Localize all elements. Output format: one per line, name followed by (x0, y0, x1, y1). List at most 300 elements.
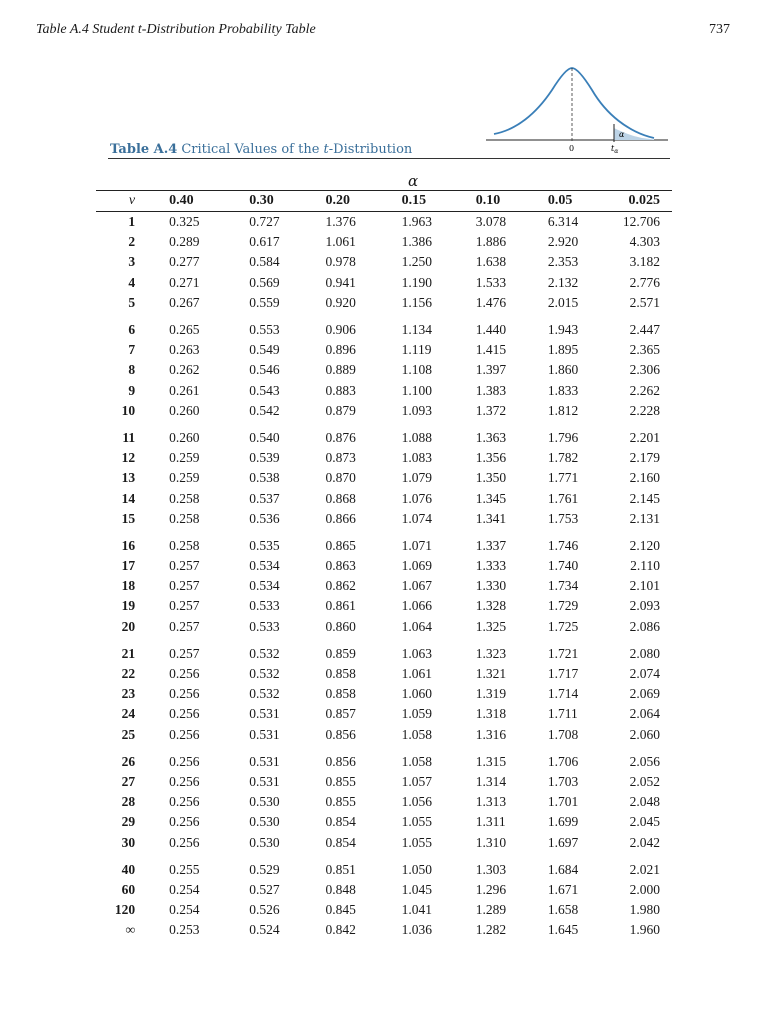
df-cell: 28 (121, 794, 136, 810)
critical-value-cell: 0.542 (249, 402, 280, 418)
df-cell: 30 (121, 834, 136, 850)
critical-value-cell: 2.228 (629, 402, 660, 418)
critical-value-cell: 1.328 (475, 598, 507, 614)
critical-value-cell: 1.895 (547, 342, 579, 358)
critical-value-cell: 0.256 (169, 686, 200, 702)
critical-value-cell: 0.553 (249, 322, 280, 338)
critical-value-cell: 0.271 (169, 274, 200, 290)
critical-value-cell: 1.717 (547, 666, 579, 682)
critical-value-cell: 0.540 (249, 429, 280, 445)
critical-value-cell: 0.868 (325, 490, 356, 506)
df-cell: 26 (121, 753, 136, 769)
critical-value-cell: 0.862 (325, 578, 356, 594)
table-row (96, 273, 672, 293)
table-row (96, 772, 672, 792)
table-row (96, 340, 672, 360)
critical-value-cell: 0.267 (169, 294, 200, 310)
critical-value-cell: 1.282 (475, 922, 507, 938)
critical-value-cell: 0.531 (249, 706, 280, 722)
df-cell: 20 (121, 618, 136, 634)
caption-rule (108, 158, 670, 159)
alpha-header: 0.40 (169, 193, 194, 208)
critical-value-cell: 6.314 (547, 214, 579, 230)
density-curve (494, 68, 654, 138)
critical-value-cell: 1.074 (401, 510, 432, 526)
critical-value-cell: 2.353 (547, 254, 579, 270)
critical-value-cell: 2.015 (547, 294, 579, 310)
critical-value-cell: 0.253 (169, 922, 200, 938)
table-row (96, 401, 672, 421)
critical-value-cell: 2.021 (629, 861, 660, 877)
alpha-header-symbol: α (408, 172, 419, 190)
critical-value-cell: 1.533 (475, 274, 507, 290)
df-cell: 14 (121, 490, 136, 506)
critical-value-cell: 1.706 (547, 753, 579, 769)
critical-value-cell: 1.083 (401, 450, 432, 466)
critical-value-cell: 0.855 (325, 773, 356, 789)
critical-value-cell: 0.842 (325, 922, 356, 938)
critical-value-cell: 1.645 (547, 922, 579, 938)
critical-value-cell: 0.256 (169, 726, 200, 742)
critical-value-cell: 0.879 (325, 402, 356, 418)
critical-value-cell: 0.920 (325, 294, 356, 310)
critical-value-cell: 1.740 (547, 558, 579, 574)
critical-value-cell: 1.761 (547, 490, 579, 506)
critical-value-cell: 1.071 (401, 537, 432, 553)
critical-value-cell: 1.330 (475, 578, 507, 594)
critical-value-cell: 1.476 (475, 294, 507, 310)
df-cell: 3 (128, 254, 136, 270)
critical-value-cell: 0.256 (169, 814, 200, 830)
critical-value-cell: 1.753 (547, 510, 579, 526)
critical-value-cell: 1.812 (547, 402, 579, 418)
critical-value-cell: 2.920 (547, 234, 579, 250)
critical-value-cell: 0.569 (249, 274, 280, 290)
critical-value-cell: 1.658 (547, 902, 579, 918)
critical-value-cell: 0.861 (325, 598, 356, 614)
critical-value-cell: 1.383 (475, 382, 507, 398)
caption-tvar: t (323, 142, 329, 157)
critical-value-cell: 0.530 (249, 794, 280, 810)
table-row (96, 745, 672, 772)
critical-value-cell: 1.314 (475, 773, 507, 789)
critical-value-cell: 1.069 (401, 558, 432, 574)
critical-value-cell: 0.873 (325, 450, 356, 466)
critical-value-cell: 0.531 (249, 753, 280, 769)
critical-value-cell: 0.531 (249, 773, 280, 789)
critical-value-cell: 0.532 (249, 645, 280, 661)
table-body (96, 212, 672, 941)
critical-value-cell: 0.845 (325, 902, 356, 918)
critical-value-cell: 1.313 (475, 794, 507, 810)
df-cell: 25 (121, 726, 136, 742)
critical-value-cell: 1.134 (401, 322, 432, 338)
critical-value-cell: 1.337 (475, 537, 507, 553)
critical-value-cell: 1.063 (401, 645, 432, 661)
table-caption (110, 142, 412, 157)
critical-value-cell: 0.549 (249, 342, 280, 358)
critical-value-cell: 0.263 (169, 342, 200, 358)
critical-value-cell: 1.734 (547, 578, 579, 594)
critical-value-cell: 0.256 (169, 773, 200, 789)
critical-value-cell: 0.260 (169, 402, 200, 418)
zero-label: 0 (569, 144, 575, 153)
df-cell: 18 (121, 578, 136, 594)
critical-value-cell: 0.533 (249, 598, 280, 614)
df-cell: 15 (121, 510, 136, 526)
critical-value-cell: 2.056 (629, 753, 660, 769)
critical-value-cell: 1.708 (547, 726, 579, 742)
critical-value-cell: 0.617 (249, 234, 280, 250)
critical-value-cell: 0.889 (325, 362, 356, 378)
df-cell: 10 (121, 402, 136, 418)
critical-value-cell: 0.584 (249, 254, 280, 270)
critical-value-cell: 0.559 (249, 294, 280, 310)
df-cell: 6 (128, 322, 136, 338)
page-number: 737 (709, 22, 730, 37)
critical-value-cell: 1.325 (475, 618, 507, 634)
critical-value-cell: 0.289 (169, 234, 200, 250)
critical-value-cell: 1.296 (475, 881, 507, 897)
critical-value-cell: 0.533 (249, 618, 280, 634)
df-cell: 16 (121, 537, 136, 553)
critical-value-cell: 0.876 (325, 429, 356, 445)
critical-value-cell: 0.856 (325, 726, 356, 742)
critical-value-cell: 1.067 (401, 578, 432, 594)
critical-value-cell: 0.260 (169, 429, 200, 445)
critical-value-cell: 2.571 (629, 294, 660, 310)
alpha-header: 0.30 (249, 193, 274, 208)
critical-value-cell: 0.262 (169, 362, 200, 378)
critical-value-cell: 1.372 (475, 402, 507, 418)
critical-value-cell: 2.069 (629, 686, 660, 702)
alpha-header: 0.05 (547, 193, 573, 208)
critical-value-cell: 1.100 (401, 382, 432, 398)
critical-value-cell: 2.447 (629, 322, 660, 338)
critical-value-cell: 1.289 (475, 902, 507, 918)
critical-value-cell: 0.883 (325, 382, 356, 398)
critical-value-cell: 1.356 (475, 450, 507, 466)
df-cell: 27 (121, 773, 136, 789)
alpha-tail-label: α (619, 130, 625, 139)
critical-value-cell: 1.311 (475, 814, 506, 830)
table-row (96, 313, 672, 340)
critical-value-cell: 2.306 (629, 362, 660, 378)
table-row (96, 792, 672, 812)
critical-value-cell: 2.080 (629, 645, 660, 661)
table-row (96, 421, 672, 448)
df-cell: 17 (121, 558, 136, 574)
critical-value-cell: 2.000 (629, 881, 660, 897)
critical-value-cell: 1.701 (547, 794, 579, 810)
critical-value-cell: 0.851 (325, 861, 356, 877)
critical-value-cell: 2.048 (629, 794, 660, 810)
critical-value-cell: 1.108 (401, 362, 432, 378)
table-row (96, 617, 672, 637)
critical-value-cell: 1.350 (475, 470, 507, 486)
critical-value-cell: 1.088 (401, 429, 432, 445)
critical-value-cell: 1.060 (401, 686, 432, 702)
critical-value-cell: 0.896 (325, 342, 356, 358)
critical-value-cell: 1.376 (325, 214, 356, 230)
table-row (96, 381, 672, 401)
critical-value-cell: 1.638 (475, 254, 507, 270)
df-cell: 29 (121, 814, 136, 830)
critical-value-cell: 0.543 (249, 382, 280, 398)
critical-value-cell: 0.536 (249, 510, 280, 526)
critical-value-cell: 1.119 (401, 342, 432, 358)
critical-value-cell: 0.254 (169, 881, 200, 897)
table-row (96, 576, 672, 596)
critical-value-cell: 0.526 (249, 902, 280, 918)
critical-value-cell: 1.782 (547, 450, 579, 466)
critical-value-cell: 3.182 (629, 254, 660, 270)
critical-value-cell: 1.066 (401, 598, 432, 614)
critical-value-cell: 3.078 (475, 214, 507, 230)
df-cell: 22 (121, 666, 136, 682)
critical-value-cell: 1.699 (547, 814, 579, 830)
critical-value-cell: 0.534 (249, 558, 280, 574)
table-row (96, 812, 672, 832)
critical-value-cell: 0.848 (325, 881, 356, 897)
critical-value-cell: 1.059 (401, 706, 432, 722)
critical-value-cell: 1.303 (475, 861, 507, 877)
critical-value-cell: 2.179 (629, 450, 660, 466)
df-cell: 1 (128, 214, 136, 230)
critical-value-cell: 0.866 (325, 510, 356, 526)
critical-value-cell: 1.323 (475, 645, 507, 661)
critical-value-cell: 0.259 (169, 450, 200, 466)
critical-value-cell: 2.201 (629, 429, 660, 445)
critical-value-cell: 0.256 (169, 794, 200, 810)
running-head (36, 22, 730, 42)
alpha-header: 0.10 (475, 193, 501, 208)
critical-value-cell: 1.321 (475, 666, 507, 682)
critical-value-cell: 1.697 (547, 834, 579, 850)
critical-value-cell: 1.833 (547, 382, 579, 398)
alpha-header: 0.20 (325, 193, 350, 208)
df-cell: 11 (122, 429, 136, 445)
critical-value-cell: 0.727 (249, 214, 280, 230)
critical-value-cell: 2.101 (629, 578, 660, 594)
critical-value-cell: 2.052 (629, 773, 660, 789)
critical-value-cell: 0.860 (325, 618, 356, 634)
critical-value-cell: 1.860 (547, 362, 579, 378)
critical-value-cell: 1.310 (475, 834, 507, 850)
table-row (96, 704, 672, 724)
critical-value-cell: 0.255 (169, 861, 200, 877)
critical-value-cell: 0.530 (249, 834, 280, 850)
caption-text-before: Critical Values of the (181, 142, 324, 157)
critical-value-cell: 12.706 (622, 214, 660, 230)
df-cell: 12 (121, 450, 136, 466)
critical-value-cell: 2.132 (547, 274, 579, 290)
table-row (96, 920, 672, 940)
table-row (96, 664, 672, 684)
critical-value-cell: 1.963 (401, 214, 432, 230)
critical-value-cell: 0.524 (249, 922, 280, 938)
table-row (96, 360, 672, 380)
df-cell: 40 (121, 861, 136, 877)
critical-value-cell: 0.532 (249, 686, 280, 702)
t-alpha-label (611, 144, 618, 155)
alpha-header: 0.15 (401, 193, 427, 208)
critical-value-cell: 1.725 (547, 618, 579, 634)
table-header-row (96, 191, 672, 212)
table-row (96, 488, 672, 508)
critical-value-cell: 1.721 (547, 645, 579, 661)
critical-value-cell: 1.703 (547, 773, 579, 789)
critical-value-cell: 1.415 (475, 342, 507, 358)
critical-value-cell: 0.531 (249, 726, 280, 742)
critical-value-cell: 4.303 (629, 234, 660, 250)
critical-value-cell: 1.440 (475, 322, 507, 338)
df-cell: 5 (128, 294, 136, 310)
critical-value-cell: 1.960 (629, 922, 660, 938)
table-row (96, 596, 672, 616)
t-distribution-curve-figure (486, 62, 668, 162)
critical-value-cell: 1.058 (401, 726, 432, 742)
critical-value-cell: 1.036 (401, 922, 432, 938)
critical-value-cell: 0.858 (325, 666, 356, 682)
critical-value-cell: 0.257 (169, 558, 200, 574)
critical-value-cell: 0.254 (169, 902, 200, 918)
critical-value-cell: 1.318 (475, 706, 507, 722)
critical-value-cell: 1.671 (547, 881, 579, 897)
caption-label: Table A.4 (110, 142, 178, 157)
table-row (96, 468, 672, 488)
critical-value-cell: 0.859 (325, 645, 356, 661)
critical-value-cell: 2.160 (629, 470, 660, 486)
critical-value-cell: 1.333 (475, 558, 507, 574)
critical-value-cell: 0.530 (249, 814, 280, 830)
critical-value-cell: 0.256 (169, 706, 200, 722)
critical-value-cell: 0.257 (169, 618, 200, 634)
critical-value-cell: 1.397 (475, 362, 507, 378)
df-cell: 2 (128, 234, 136, 250)
critical-value-cell: 1.055 (401, 814, 432, 830)
critical-value-cell: 0.257 (169, 578, 200, 594)
table-row (96, 832, 672, 852)
t-label: t (611, 144, 615, 153)
table-row (96, 853, 672, 880)
critical-value-cell: 0.538 (249, 470, 280, 486)
critical-value-cell: 0.906 (325, 322, 356, 338)
critical-value-cell: 1.746 (547, 537, 579, 553)
table-row (96, 725, 672, 745)
critical-value-cell: 1.076 (401, 490, 432, 506)
critical-value-cell: 0.256 (169, 666, 200, 682)
critical-value-cell: 1.250 (401, 254, 432, 270)
critical-value-cell: 0.529 (249, 861, 280, 877)
df-cell: 8 (128, 362, 136, 378)
df-cell: ∞ (125, 922, 136, 938)
critical-value-cell: 0.865 (325, 537, 356, 553)
critical-value-cell: 0.258 (169, 510, 200, 526)
critical-value-cell: 0.855 (325, 794, 356, 810)
critical-value-cell: 1.345 (475, 490, 507, 506)
critical-value-cell: 1.771 (547, 470, 579, 486)
critical-value-cell: 1.714 (547, 686, 579, 702)
critical-value-cell: 0.325 (169, 214, 200, 230)
alpha-header: 0.025 (628, 193, 660, 208)
df-cell: 7 (128, 342, 136, 358)
critical-value-cell: 0.277 (169, 254, 200, 270)
df-cell: 24 (121, 706, 136, 722)
critical-value-cell: 2.064 (629, 706, 660, 722)
critical-value-cell: 1.386 (401, 234, 432, 250)
critical-value-cell: 0.856 (325, 753, 356, 769)
running-title: Table A.4 Student t-Distribution Probability Table (36, 22, 316, 37)
critical-values-table (96, 190, 672, 940)
critical-value-cell: 0.978 (325, 254, 356, 270)
critical-value-cell: 1.363 (475, 429, 507, 445)
df-cell: 13 (121, 470, 136, 486)
table-row (96, 637, 672, 664)
critical-value-cell: 0.858 (325, 686, 356, 702)
critical-value-cell: 0.535 (249, 537, 280, 553)
table-row (96, 529, 672, 556)
critical-value-cell: 0.854 (325, 834, 356, 850)
critical-value-cell: 1.319 (475, 686, 507, 702)
critical-value-cell: 0.256 (169, 834, 200, 850)
table-row (96, 293, 672, 313)
df-cell: 9 (128, 382, 136, 398)
critical-value-cell: 0.258 (169, 490, 200, 506)
critical-value-cell: 1.156 (401, 294, 432, 310)
table-row (96, 509, 672, 529)
critical-value-cell: 0.857 (325, 706, 356, 722)
critical-value-cell: 1.315 (475, 753, 507, 769)
critical-value-cell: 2.060 (629, 726, 660, 742)
critical-value-cell: 0.261 (169, 382, 200, 398)
critical-value-cell: 0.257 (169, 645, 200, 661)
critical-value-cell: 0.258 (169, 537, 200, 553)
critical-value-cell: 1.055 (401, 834, 432, 850)
critical-value-cell: 1.190 (401, 274, 432, 290)
critical-value-cell: 1.061 (401, 666, 432, 682)
critical-value-cell: 0.256 (169, 753, 200, 769)
table-row (96, 684, 672, 704)
critical-value-cell: 2.045 (629, 814, 660, 830)
critical-value-cell: 0.941 (325, 274, 356, 290)
critical-value-cell: 1.061 (325, 234, 356, 250)
critical-value-cell: 1.684 (547, 861, 579, 877)
critical-value-cell: 0.537 (249, 490, 280, 506)
critical-value-cell: 2.093 (629, 598, 660, 614)
df-header: v (128, 193, 136, 208)
critical-value-cell: 2.262 (629, 382, 660, 398)
critical-value-cell: 1.058 (401, 753, 432, 769)
critical-value-cell: 0.870 (325, 470, 356, 486)
df-cell: 19 (121, 598, 136, 614)
critical-value-cell: 1.316 (475, 726, 507, 742)
critical-value-cell: 1.796 (547, 429, 579, 445)
critical-value-cell: 1.050 (401, 861, 432, 877)
critical-value-cell: 0.527 (249, 881, 280, 897)
critical-value-cell: 0.257 (169, 598, 200, 614)
critical-value-cell: 0.854 (325, 814, 356, 830)
table-row (96, 212, 672, 233)
caption-text-after: -Distribution (328, 142, 413, 157)
t-subscript: α (614, 148, 619, 155)
critical-value-cell: 1.041 (401, 902, 432, 918)
table-row (96, 252, 672, 272)
critical-value-cell: 2.145 (629, 490, 660, 506)
critical-value-cell: 1.057 (401, 773, 432, 789)
critical-value-cell: 1.729 (547, 598, 579, 614)
critical-value-cell: 1.079 (401, 470, 432, 486)
